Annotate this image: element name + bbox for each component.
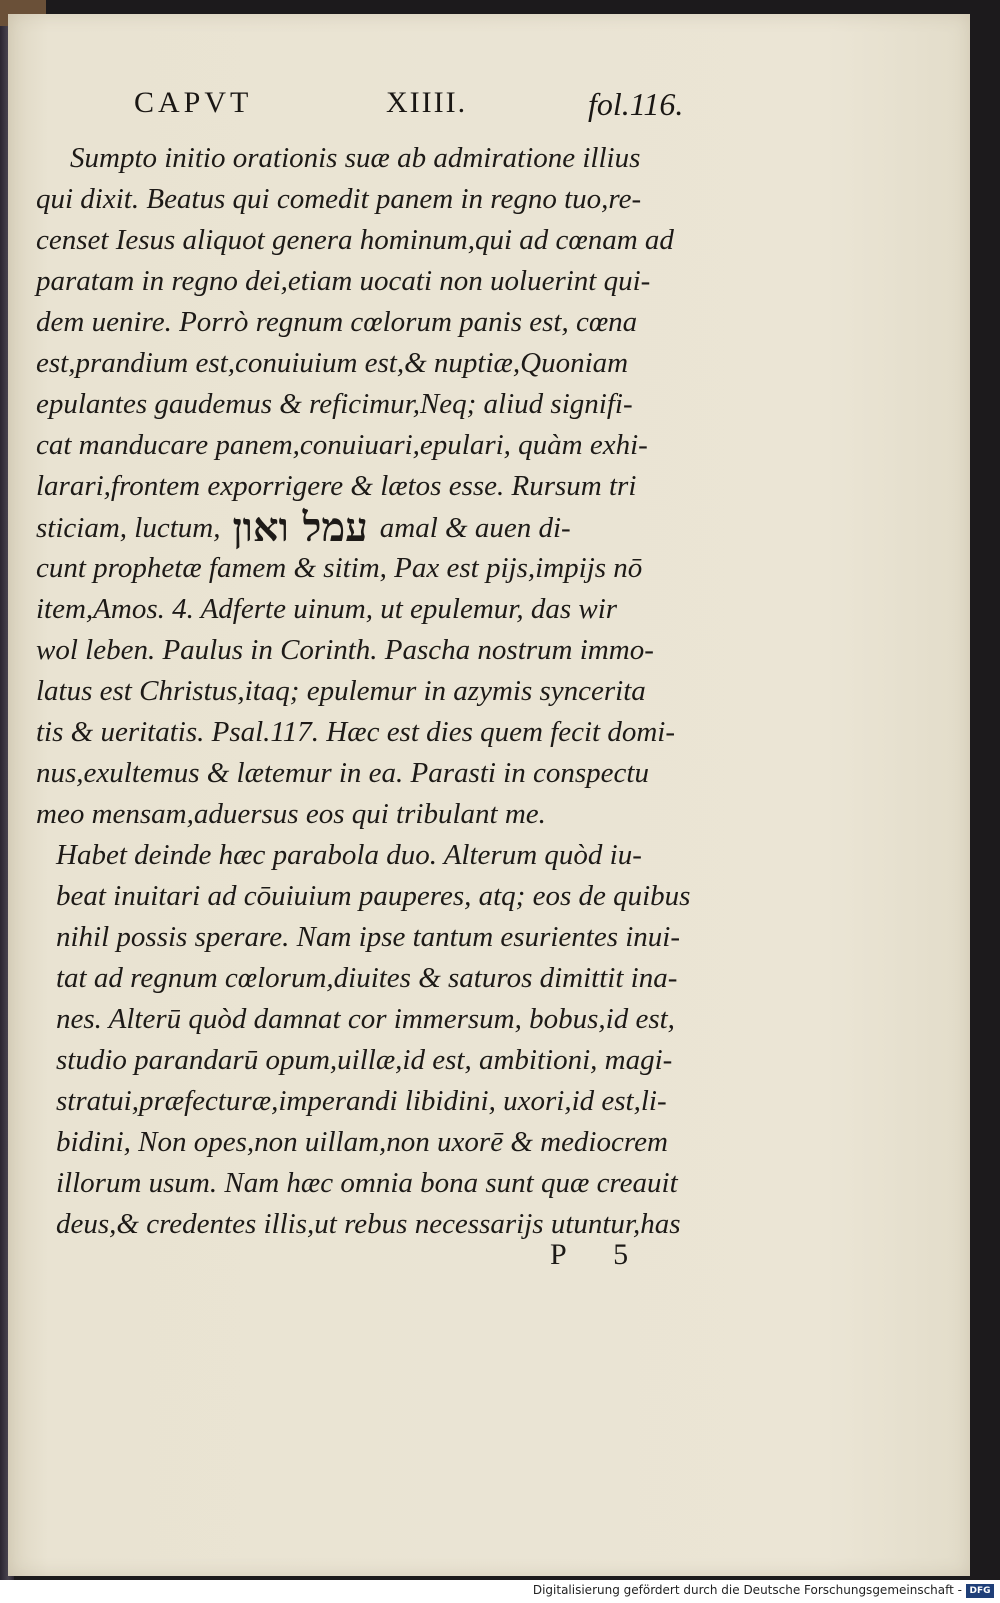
text-line: meo mensam,aduersus eos qui tribulant me.: [36, 798, 546, 830]
hebrew-line-after: amal & auen di-: [379, 512, 571, 544]
footer-credit: Digitalisierung gefördert durch die Deutsche Forschungsgemeinschaft -: [532, 1583, 962, 1597]
hebrew-line-before: sticiam, luctum,: [36, 512, 221, 544]
text-line: censet Iesus aliquot genera hominum,qui ad cœnam ad: [36, 224, 674, 256]
text-line: cat manducare panem,conuiuari,epulari, quàm exhi-: [36, 429, 648, 461]
text-line: dem uenire. Porrò regnum cœlorum panis est, cœna: [36, 306, 638, 338]
text-line: wol leben. Paulus in Corinth. Pascha nostrum immo-: [36, 634, 654, 666]
running-head: [8, 86, 970, 146]
text-line: studio parandarū opum,uillæ,id est, ambitioni, magi-: [56, 1044, 673, 1076]
text-line: Habet deinde hæc parabola duo. Alterum quòd iu-: [56, 839, 642, 871]
text-line: paratam in regno dei,etiam uocati non uoluerint qui-: [36, 265, 651, 297]
signature-mark: P 5: [550, 1238, 649, 1271]
text-line: beat inuitari ad cōuiuium pauperes, atq; eos de quibus: [56, 880, 691, 912]
running-head-chapter: CAPVT: [134, 86, 253, 119]
text-line: qui dixit. Beatus qui comedit panem in regno tuo,re-: [36, 183, 642, 215]
text-line: illorum usum. Nam hæc omnia bona sunt quæ creauit: [56, 1167, 678, 1199]
hebrew-word: עמל ואון: [232, 504, 368, 551]
text-line: Sumpto initio orationis suæ ab admiratione illius: [70, 142, 641, 174]
text-line: latus est Christus,itaq; epulemur in azymis syncerita: [36, 675, 646, 707]
text-line: bidini, Non opes,non uillam,non uxorē & mediocrem: [56, 1126, 668, 1158]
running-head-number: XIIII.: [386, 86, 468, 119]
folio-number: fol.116.: [588, 86, 684, 122]
text-line: epulantes gaudemus & reficimur,Neq; aliud signifi-: [36, 388, 633, 420]
text-line: tis & ueritatis. Psal.117. Hæc est dies quem fecit domi-: [36, 716, 676, 748]
book-page: [8, 14, 970, 1576]
text-line: nus,exultemus & lætemur in ea. Parasti in conspectu: [36, 757, 649, 789]
text-line: item,Amos. 4. Adferte uinum, ut epulemur, das wir: [36, 593, 618, 625]
text-line: tat ad regnum cœlorum,diuites & saturos dimittit ina-: [56, 962, 678, 994]
text-line: larari,frontem exporrigere & lætos esse. Rursum tri: [36, 470, 637, 502]
text-line: stratui,præfecturæ,imperandi libidini, uxori,id est,li-: [56, 1085, 667, 1117]
text-line: est,prandium est,conuiuium est,& nuptiæ,Quoniam: [36, 347, 629, 379]
text-line: cunt prophetæ famem & sitim, Pax est pijs,impijs nō: [36, 552, 643, 584]
hebrew-text-line: [36, 504, 736, 551]
body-text: [36, 138, 736, 1245]
text-line: nes. Alterū quòd damnat cor immersum, bobus,id est,: [56, 1003, 675, 1035]
text-line: deus,& credentes illis,ut rebus necessarijs utuntur,has: [56, 1208, 681, 1240]
footer-bar: [0, 1580, 1000, 1603]
text-line: nihil possis sperare. Nam ipse tantum esurientes inui-: [56, 921, 681, 953]
dfg-logo: DFG: [966, 1584, 994, 1598]
